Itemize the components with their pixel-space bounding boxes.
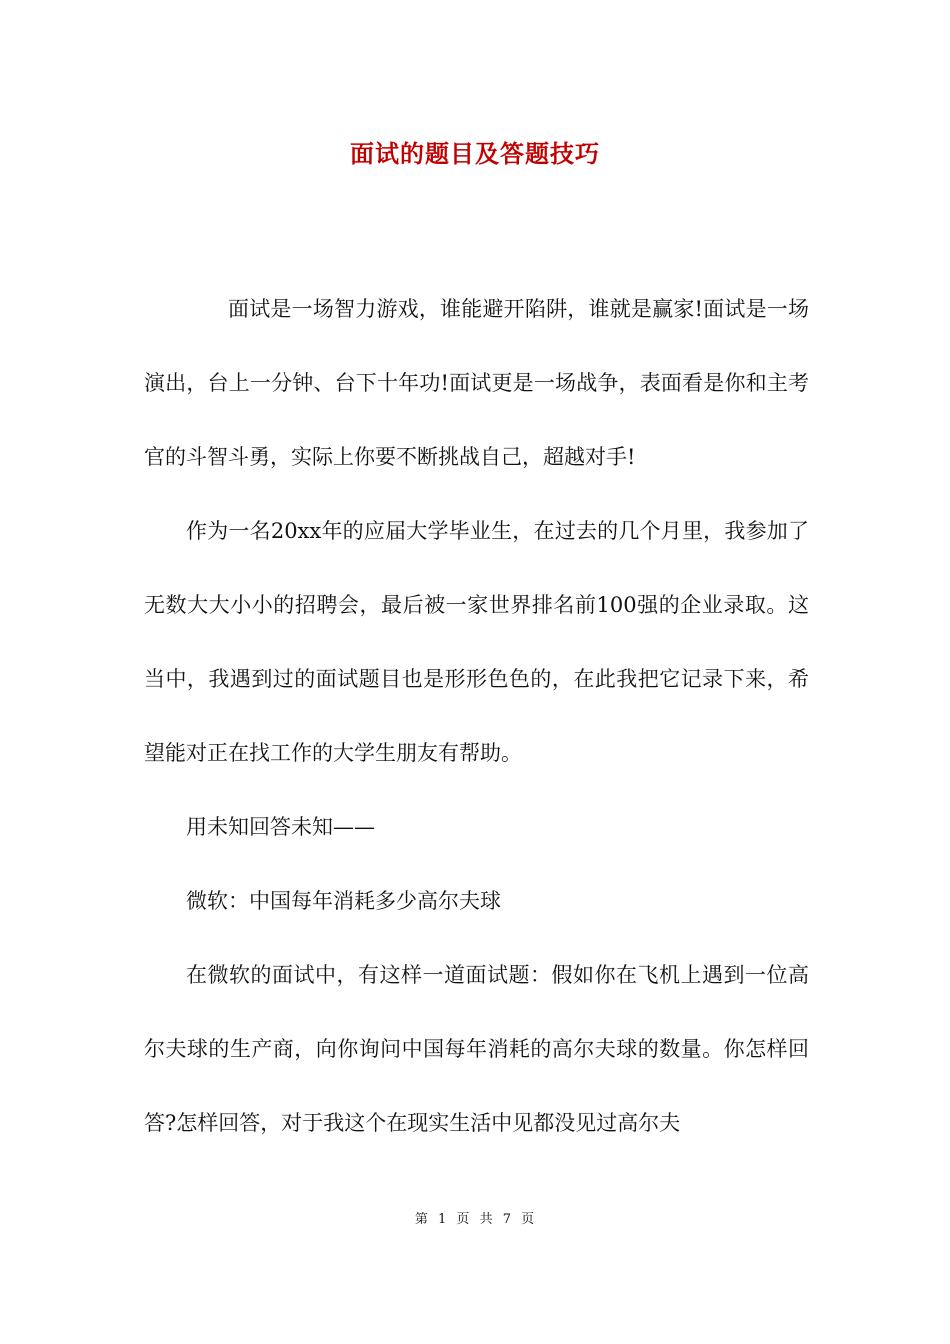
paragraph-section-heading: 用未知回答未知——	[186, 815, 375, 839]
footer-current-page: 1	[437, 1212, 448, 1227]
paragraph-microsoft-heading: 微软：中国每年消耗多少高尔夫球	[186, 889, 501, 913]
footer-prefix: 第	[414, 1212, 429, 1227]
paragraph-intro: 面试是一场智力游戏，谁能避开陷阱，谁就是赢家!面试是一场演出，台上一分钟、台下十年功!面试更是一场战争，表面看是你和主考官的斗智斗勇，实际上你要不断挑战自己，超越对手!	[144, 297, 809, 469]
paragraph-microsoft-question: 在微软的面试中，有这样一道面试题：假如你在飞机上遇到一位高尔夫球的生产商，向你询问中国每年消耗的高尔夫球的数量。你怎样回答?怎样回答，对于我这个在现实生活中见都没见过高尔夫	[144, 963, 809, 1135]
page-footer	[0, 1208, 950, 1227]
footer-total-unit: 页	[521, 1212, 536, 1227]
paragraph-background: 作为一名20xx年的应届大学毕业生，在过去的几个月里，我参加了无数大大小小的招聘会，最后被一家世界排名前100强的企业录取。这当中，我遇到过的面试题目也是形形色色的，在此我把它记录下来，希望能对正在找工作的大学生朋友有帮助。	[144, 519, 809, 765]
footer-total-prefix: 共	[479, 1212, 494, 1227]
document-body	[144, 272, 809, 1160]
footer-total-pages: 7	[502, 1212, 512, 1227]
footer-page-unit: 页	[456, 1212, 471, 1227]
document-title: 面试的题目及答题技巧	[350, 139, 600, 168]
